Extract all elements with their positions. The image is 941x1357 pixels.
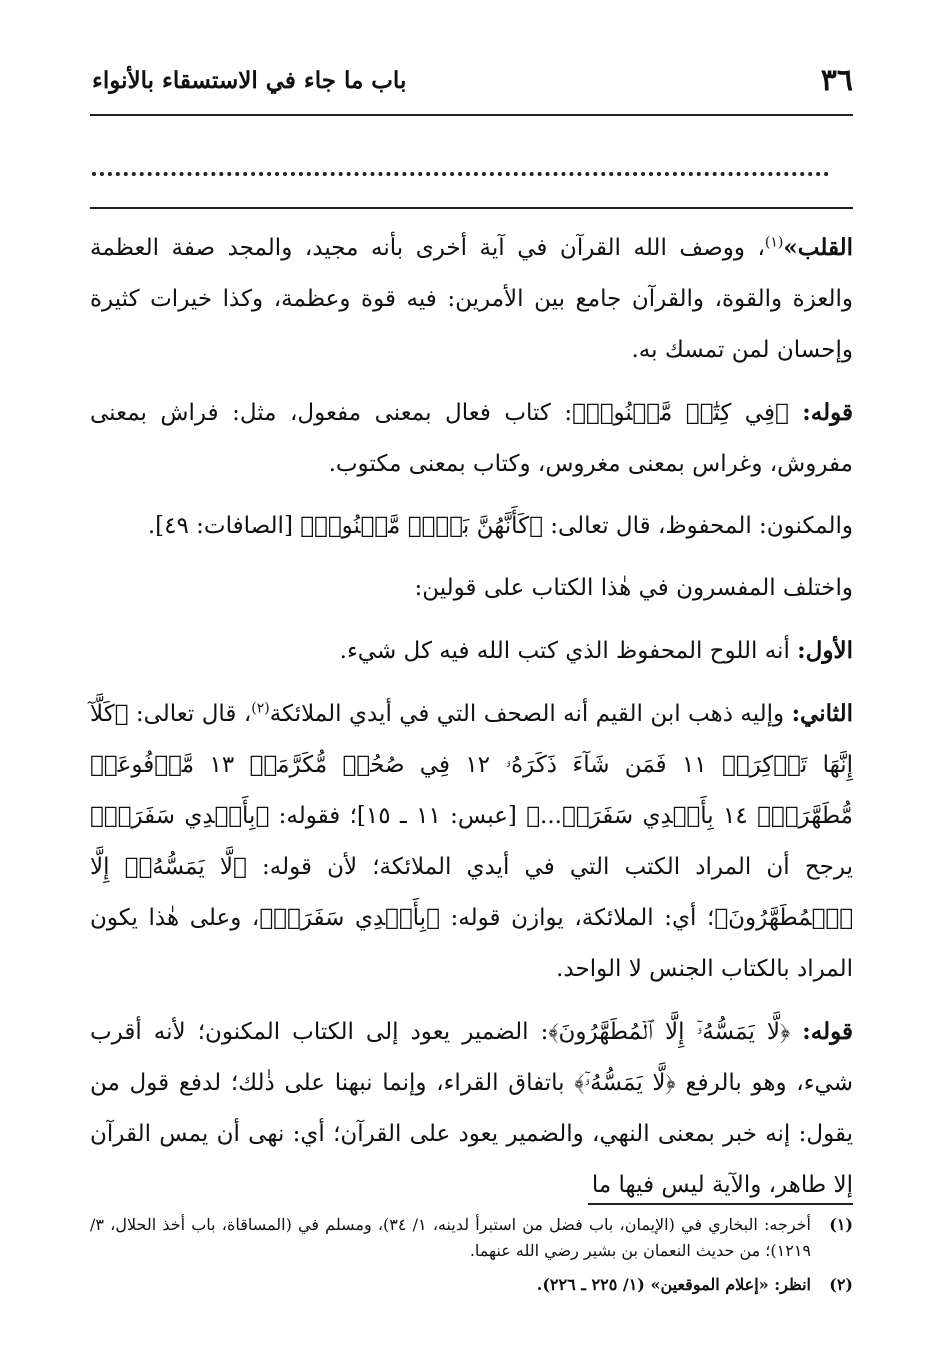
paragraph-4 xyxy=(90,563,853,614)
footnotes xyxy=(90,1212,853,1306)
running-title: باب ما جاء في الاستسقاء بالأنواء xyxy=(92,66,407,94)
main-text xyxy=(90,222,853,1211)
footnote-1 xyxy=(90,1212,853,1264)
paragraph-6-lead: الثاني: xyxy=(791,700,853,727)
paragraph-6-text: ، قال تعالى: ﴿كَلَّآ إِنَّهَا تَذۡكِرَةٞ ١١ فَمَن شَآءَ ذَكَرَهُۥ ١٢ فِي صُحُفٖ مُّكَرَّمَةٖ ١٣ مَّرۡفُوعَةٖ مُّطَهَّرَةِۢ ١٤ بِأَيۡدِي سَفَرَةٖ...﴾ [عبس: ١١ ـ ١٥]؛ فقوله: ﴿بِأَيۡدِي سَفَرَةٖ﴾ يرجح أن المراد الكتب التي في أيدي الملائكة؛ لأن قوله: ﴿لَّا يَمَسُّهُۥٓ إِلَّا ٱلۡمُطَهَّرُونَ﴾؛ أي: الملائكة، يوازن قوله: ﴿بِأَيۡدِي سَفَرَةٖ﴾، وعلى هٰذا يكون المراد بالكتاب الجنس لا الواحد. xyxy=(90,701,854,982)
header-rule xyxy=(90,114,853,116)
paragraph-1 xyxy=(90,222,853,376)
paragraph-2-text: ﴿فِي كِتَٰبٖ مَّكۡنُونٖ﴾: كتاب فعال بمعنى مفعول، مثل: فراش بمعنى مفروش، وغراس بمعنى مغروس، وكتاب بمعنى مكتوب. xyxy=(90,400,853,477)
paragraph-7-text: ﴿لَّا يَمَسُّهُۥٓ إِلَّا ٱلۡمُطَهَّرُونَ﴾: الضمير يعود إلى الكتاب المكنون؛ لأنه أقرب شيء، وهو بالرفع ﴿لَّا يَمَسُّهُۥٓ﴾ باتفاق القراء، وإنما نبهنا على ذٰلك؛ لدفع قول من يقول: إنه خبر بمعنى النهي، والضمير يعود على القرآن؛ أي: نهى أن يمس القرآن إلا طاهر، والآية ليس فيها ما xyxy=(90,1019,853,1198)
page-header xyxy=(92,58,853,102)
page-number: ٣٦ xyxy=(820,62,853,98)
footnote-2-number: (٢) xyxy=(829,1275,853,1294)
paragraph-2 xyxy=(90,387,853,490)
paragraph-3 xyxy=(90,501,853,552)
footnote-ref-2[interactable]: (٢) xyxy=(251,700,270,717)
paragraph-5-lead: الأول: xyxy=(797,637,853,664)
paragraph-3-text: والمكنون: المحفوظ، قال تعالى: ﴿كَأَنَّهُنَّ بَيۡضٞ مَّكۡنُونٞ﴾ [الصافات: ٤٩]. xyxy=(147,513,853,539)
paragraph-1-before-ref: القلب» xyxy=(783,234,853,261)
paragraph-6-before-ref: وإليه ذهب ابن القيم أنه الصحف التي في أيدي الملائكة xyxy=(269,701,785,727)
paragraph-5-text: أنه اللوح المحفوظ الذي كتب الله فيه كل شيء. xyxy=(339,638,790,664)
footnote-2-text: (١/ ٢٢٥ ـ ٢٢٦). xyxy=(536,1275,651,1294)
paragraph-5 xyxy=(90,625,853,677)
paragraph-1-text: ، ووصف الله القرآن في آية أخرى بأنه مجيد، والمجد صفة العظمة والعزة والقوة، والقرآن جامع بين الأمرين: فيه قوة وعظمة، وكذا خيرات كثيرة وإحسان لمن تمسك به. xyxy=(90,235,853,363)
footnote-ref-1[interactable]: (١) xyxy=(764,234,784,251)
footnote-1-number: (١) xyxy=(829,1215,853,1234)
footnote-1-text: أخرجه: البخاري في (الإيمان، باب فضل من استبرأ لدينه، ١/ ٣٤)، ومسلم في (المساقاة، باب أخذ الحلال، ٣/ ١٢١٩)؛ من حديث النعمان بن بشير رضي الله عنهما. xyxy=(90,1215,812,1260)
footnote-1-body xyxy=(90,1212,811,1264)
footnote-2-body xyxy=(90,1272,811,1298)
dotted-divider xyxy=(92,148,829,176)
body-top-rule xyxy=(90,207,853,209)
paragraph-6 xyxy=(90,688,853,995)
paragraph-4-text: واختلف المفسرون في هٰذا الكتاب على قولين: xyxy=(414,575,853,601)
footnote-2 xyxy=(90,1272,853,1298)
footnote-2-prefix: انظر: «إعلام الموقعين» xyxy=(650,1275,811,1294)
paragraph-2-lead: قوله: xyxy=(802,399,853,426)
footnote-rule xyxy=(588,1203,853,1205)
paragraph-7 xyxy=(90,1006,853,1211)
paragraph-7-lead: قوله: xyxy=(802,1018,853,1045)
